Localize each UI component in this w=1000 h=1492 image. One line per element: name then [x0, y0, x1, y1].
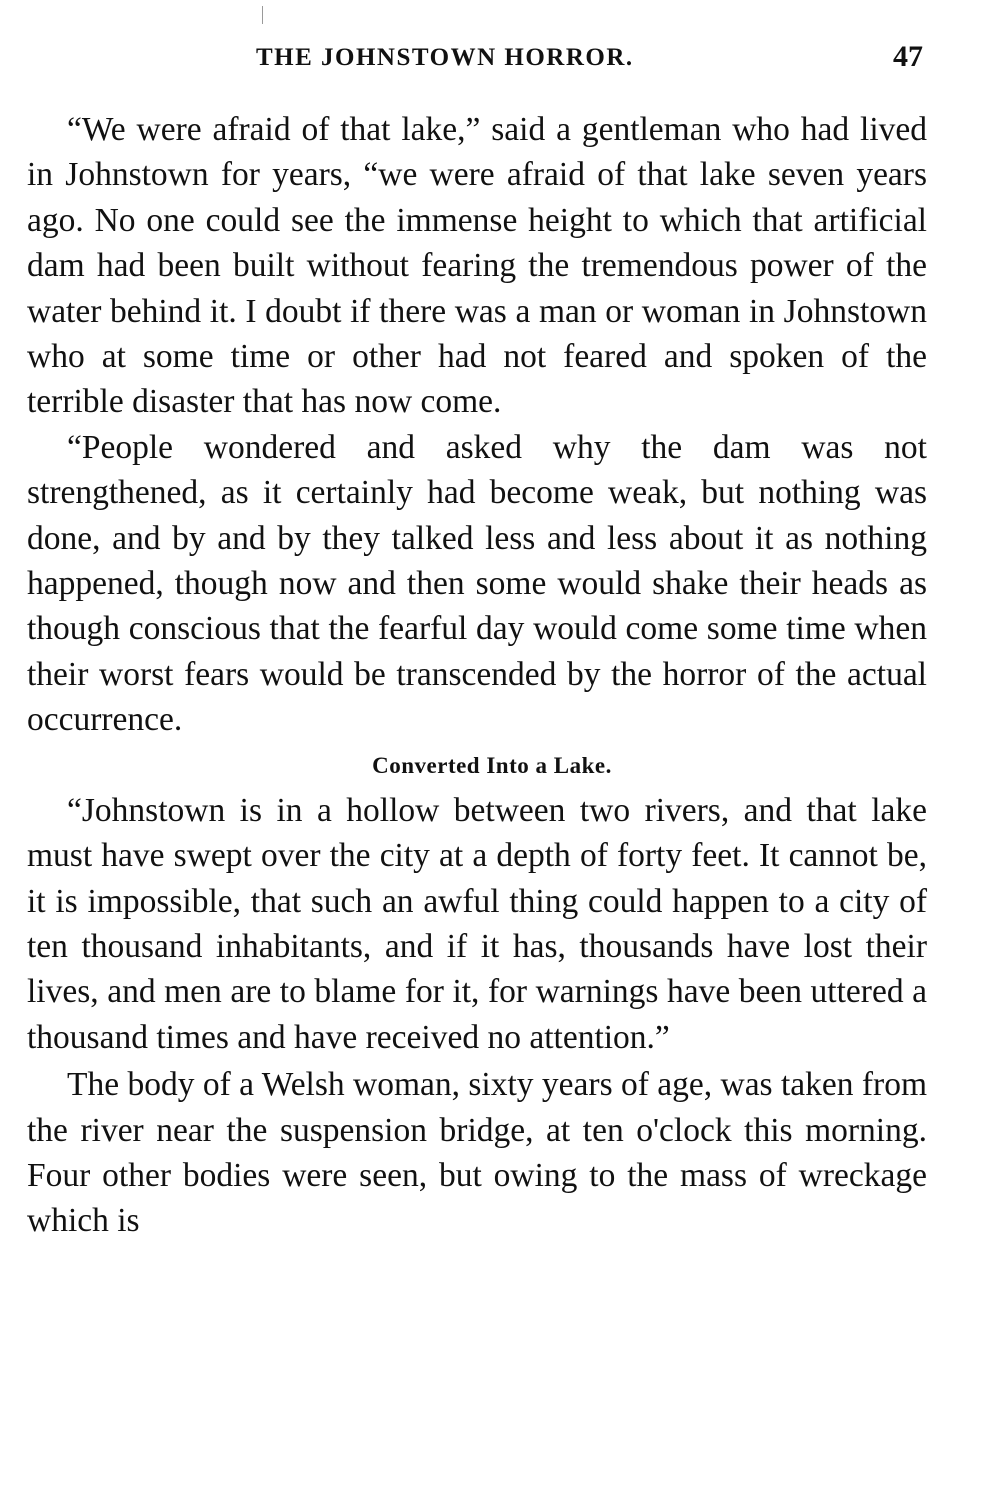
paragraph-johnstown-hollow: “Johnstown is in a hollow between two rivers, and that lake must have swept over the city at a depth of forty feet. It cannot be, it is impossible, that such an awful thing could happen to a city of ten thousand inhabitants, and if it has, thousands have lost their lives, and men are to blame for it, for warnings have been uttered a thousand times and have received no attention.” [27, 791, 927, 1056]
running-head [0, 40, 1000, 80]
scan-mark [262, 6, 263, 24]
running-title: THE JOHNSTOWN HORROR. [256, 44, 634, 71]
paragraph-gentleman-quote: “We were afraid of that lake,” said a gentleman who had lived in Johnstown for years, “we were afraid of that lake seven years ago. No one could see the immense height to which that artificial dam had been built without fearing the tremendous power of the water behind it. I doubt if there was a man or woman in Johnstown who at some time or other had not feared and spoken of the terrible disaster that has now come. [27, 111, 927, 421]
paragraph-people-wondered: “People wondered and asked why the dam was not strengthened, as it certainly had become weak, but nothing was done, and by and by they talked less and less about it as nothing happened, though now and then some would shake their heads as though conscious that the fearful day would come some time when their worst fears would be transcended by the horror of the actual occurrence. [27, 428, 927, 739]
page-number: 47 [893, 40, 923, 73]
body-text [27, 107, 927, 1244]
section-heading: Converted Into a Lake. [372, 752, 612, 778]
paragraph-welsh-woman: The body of a Welsh woman, sixty years of age, was taken from the river near the suspension bridge, at ten o'clock this morning. Four other bodies were seen, but owing to the mass of wreckage which is [27, 1066, 928, 1240]
